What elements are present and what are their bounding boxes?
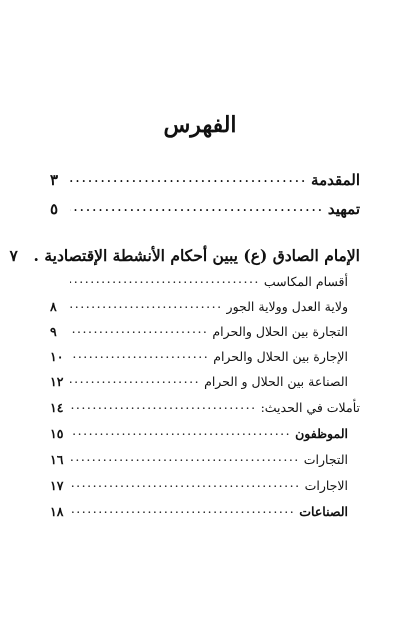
- toc-entry-text: الإجارة بين الحلال والحرام: [213, 348, 348, 364]
- toc-page-number: ٩: [50, 323, 57, 339]
- toc-entry: [50, 273, 348, 288]
- toc-page-number: ١٨: [50, 503, 64, 519]
- dot-leader: [70, 451, 300, 464]
- toc-page-number: ١٢: [50, 373, 64, 389]
- toc-entry-text: الصناعة بين الحلال و الحرام: [204, 373, 348, 389]
- dot-leader: [70, 199, 324, 214]
- toc-entry-text: أقسام المكاسب: [263, 273, 348, 289]
- toc-entry-section: [9, 245, 360, 265]
- toc-entry-text: الموظفون: [295, 425, 348, 441]
- toc-entry: [50, 399, 360, 414]
- toc-page-number: ١٤: [50, 399, 64, 415]
- toc-entry: [50, 451, 348, 466]
- dot-leader: [70, 273, 260, 286]
- toc-entry: [50, 323, 348, 338]
- toc-entry-text: الاجارات: [304, 477, 348, 493]
- dot-leader: [70, 170, 307, 185]
- toc-entry-text: الصناعات: [299, 503, 348, 519]
- dot-leader: [70, 503, 295, 516]
- toc-page-number: ١٧: [50, 477, 64, 493]
- dot-leader: [70, 323, 208, 336]
- toc-entry-text: تأملات في الحديث:: [260, 399, 360, 415]
- toc-entry-text: الإمام الصادق (ع) يبين أحكام الأنشطة الإقتصادية .: [33, 245, 360, 265]
- toc-page-number: ٧: [9, 245, 18, 265]
- toc-entry: [50, 373, 348, 388]
- dot-leader: [70, 298, 223, 311]
- toc-page-number: ١٥: [50, 425, 64, 441]
- toc-entry: [50, 477, 348, 492]
- toc-entry-text: تمهيد: [327, 200, 360, 218]
- toc-page-number: ٣: [50, 171, 59, 189]
- toc-entry-text: التجارات: [303, 451, 348, 467]
- toc-entry-text: ولاية العدل وولاية الجور: [226, 298, 348, 314]
- page-title: الفهرس: [163, 112, 237, 138]
- toc-entry-text: التجارة بين الحلال والحرام: [212, 323, 348, 339]
- toc-page-number: ١٦: [50, 451, 64, 467]
- toc-entry: [50, 425, 348, 440]
- toc-page-number: ٨: [50, 298, 57, 314]
- dot-leader: [70, 373, 200, 386]
- toc-entry-introduction: [50, 170, 360, 188]
- toc-entry: [50, 348, 348, 363]
- toc-entry-preface: [50, 199, 360, 217]
- toc-entry: [50, 503, 348, 518]
- toc-entry: [50, 298, 348, 313]
- toc-page-number: ١٠: [50, 348, 64, 364]
- toc-entry-text: المقدمة: [311, 171, 360, 189]
- dot-leader: [70, 399, 257, 412]
- dot-leader: [70, 477, 301, 490]
- dot-leader: [70, 425, 291, 438]
- toc-page-number: ٥: [50, 200, 59, 218]
- dot-leader: [70, 348, 209, 361]
